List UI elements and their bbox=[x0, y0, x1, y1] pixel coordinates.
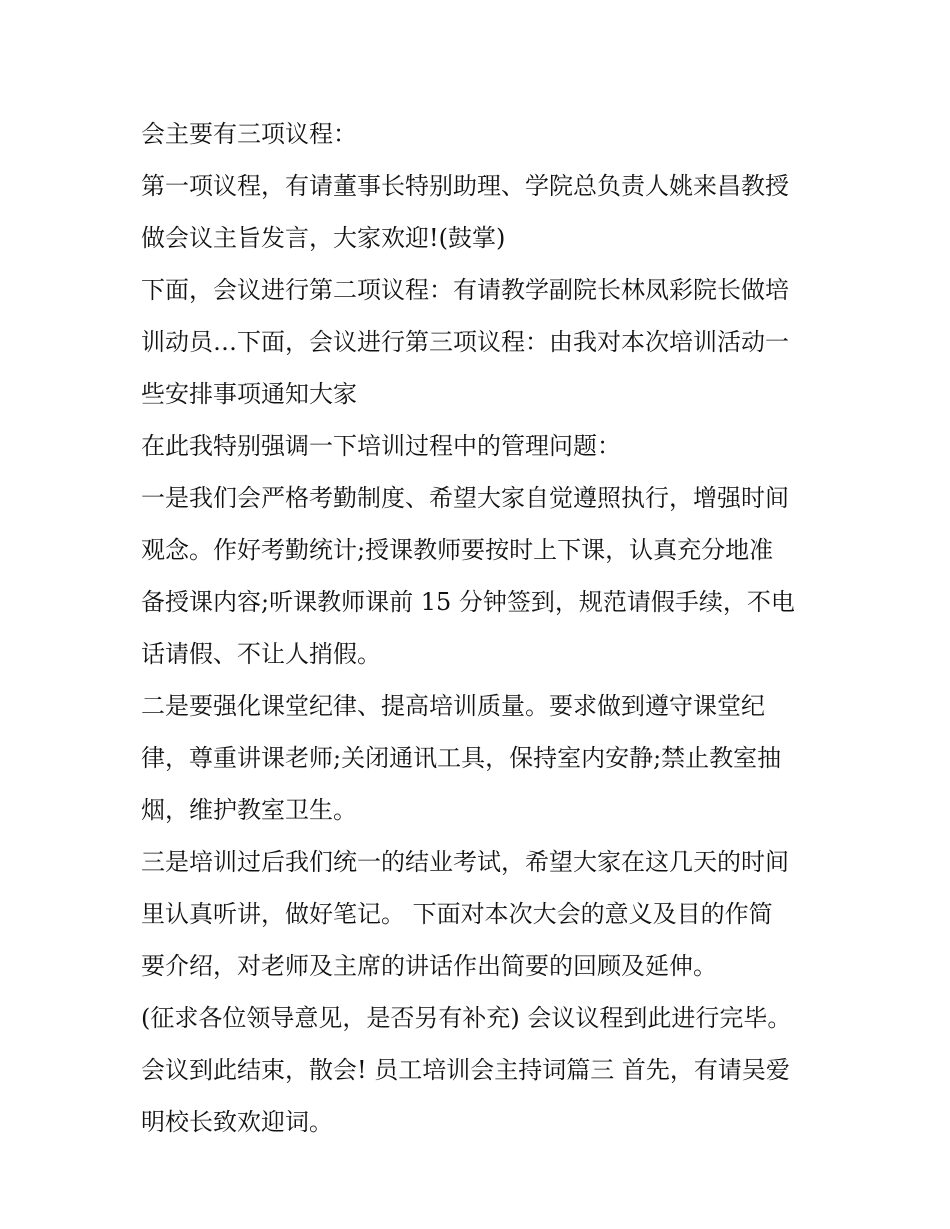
text-line: 观念。作好考勤统计;授课教师要按时上下课，认真充分地准 bbox=[141, 536, 774, 564]
text-line: 话请假、不让人捎假。 bbox=[141, 640, 381, 668]
text-line: 第一项议程，有请董事长特别助理、学院总负责人姚来昌教授 bbox=[141, 172, 789, 200]
text-line: 律，尊重讲课老师;关闭通讯工具，保持室内安静;禁止教室抽 bbox=[141, 744, 782, 772]
text-line: (征求各位领导意见，是否另有补充) 会议议程到此进行完毕。 bbox=[141, 1004, 792, 1032]
document-body bbox=[141, 108, 821, 1148]
text-line: 烟，维护教室卫生。 bbox=[141, 796, 357, 824]
text-line: 二是要强化课堂纪律、提高培训质量。要求做到遵守课堂纪 bbox=[141, 692, 765, 720]
text-line: 下面，会议进行第二项议程：有请教学副院长林凤彩院长做培 bbox=[141, 276, 789, 304]
text-line: 三是培训过后我们统一的结业考试，希望大家在这几天的时间 bbox=[141, 848, 789, 876]
text-line: 一是我们会严格考勤制度、希望大家自觉遵照执行，增强时间 bbox=[141, 484, 789, 512]
text-line: 做会议主旨发言，大家欢迎!(鼓掌) bbox=[141, 224, 506, 252]
text-line: 备授课内容;听课教师课前 15 分钟签到，规范请假手续，不电 bbox=[141, 588, 795, 616]
text-line: 些安排事项通知大家 bbox=[141, 380, 357, 408]
text-line: 在此我特别强调一下培训过程中的管理问题： bbox=[141, 432, 621, 460]
text-line: 训动员…下面，会议进行第三项议程：由我对本次培训活动一 bbox=[141, 328, 789, 356]
text-line: 要介绍，对老师及主席的讲话作出简要的回顾及延伸。 bbox=[141, 952, 717, 980]
text-line: 会议到此结束，散会! 员工培训会主持词篇三 首先，有请吴爱 bbox=[141, 1056, 790, 1084]
text-line: 会主要有三项议程： bbox=[141, 120, 357, 148]
text-line: 明校长致欢迎词。 bbox=[141, 1108, 333, 1136]
text-line: 里认真听讲，做好笔记。 下面对本次大会的意义及目的作简 bbox=[141, 900, 773, 928]
